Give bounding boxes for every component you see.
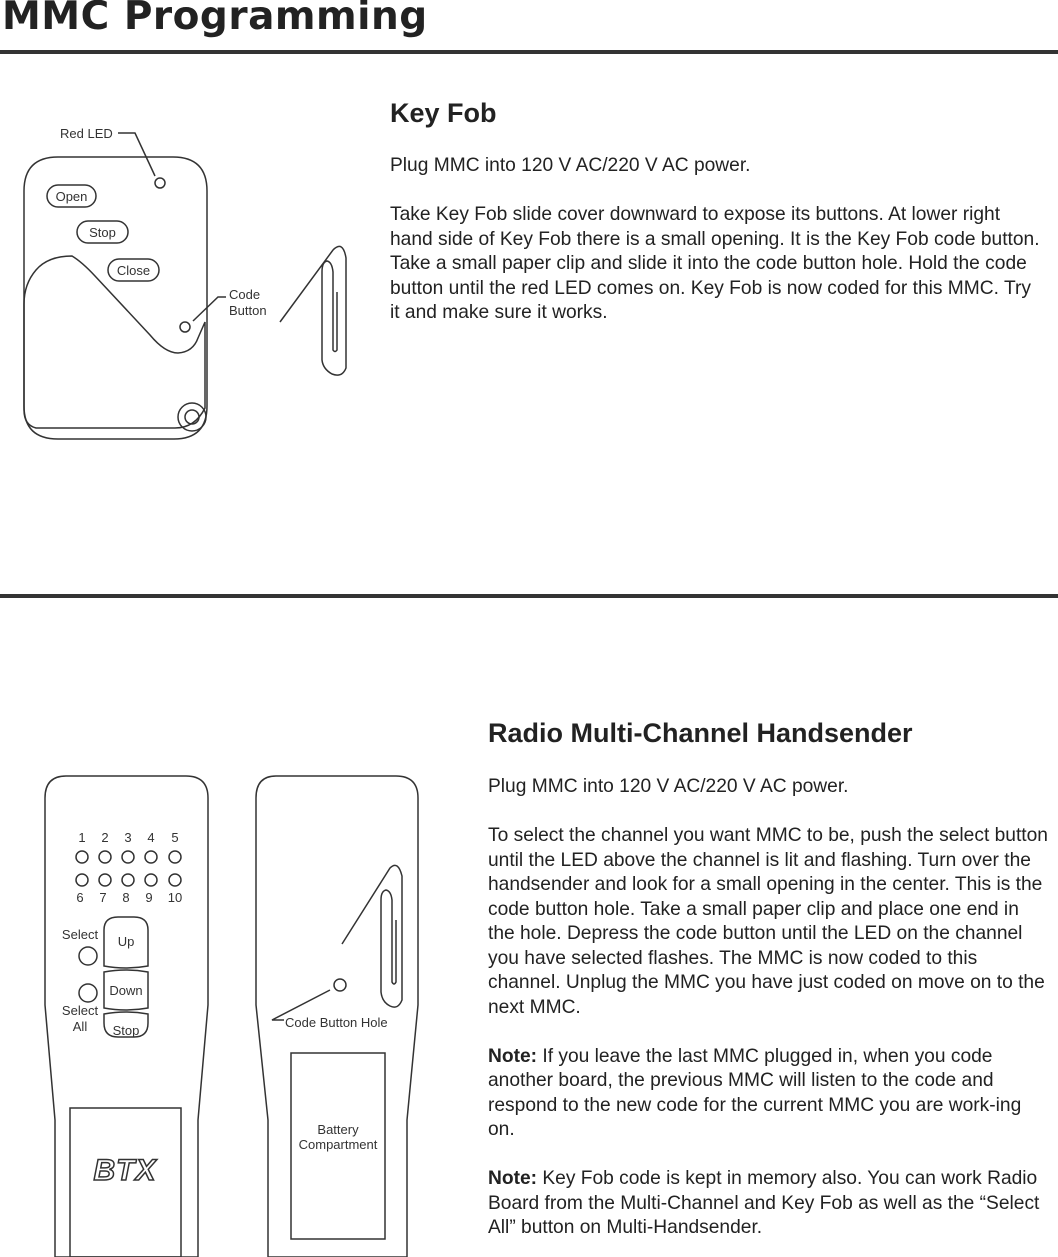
channel-led-icon (145, 851, 157, 863)
channel-number: 4 (147, 830, 155, 845)
keyfob-heading: Key Fob (390, 98, 497, 128)
select-all-button (79, 984, 97, 1002)
note-paragraph (488, 1045, 1048, 1143)
channel-led-icon (99, 874, 111, 886)
channel-led-icon (145, 874, 157, 886)
note-text: Key Fob code is kept in memory also. You can work Radio Board from the Multi-Channel and Key Fob as well as the “Select All” button on Multi-Handsender. (488, 1168, 1040, 1238)
red-led-icon (155, 178, 165, 188)
channel-number: 6 (76, 890, 84, 905)
keyfob-paragraph: Plug MMC into 120 V AC/220 V AC power. (390, 155, 751, 176)
channel-number: 8 (122, 890, 130, 905)
note-label: Note: (488, 1045, 538, 1067)
up-button-label: Up (117, 934, 135, 949)
code-button-label: Code (229, 287, 261, 302)
note-text: If you leave the last MMC plugged in, when you code another board, the previous MMC will listen to the code and respond to the new code for the current MMC you are work-ing on. (488, 1045, 1022, 1140)
red-led-label: Red LED (60, 126, 113, 141)
channel-number: 9 (145, 890, 153, 905)
keyfob-slide-cover (24, 256, 205, 428)
channel-led-icon (122, 874, 134, 886)
keyfob-instructions (390, 154, 1040, 326)
channel-number: 2 (101, 830, 109, 845)
keyfob-keyring-hole (178, 403, 206, 431)
keyfob-paragraph: Take Key Fob slide cover downward to expose its buttons. At lower right hand side of Key Fob there is a small opening. It is the Key Fob code button. Take a small paper clip and slide it into the code button hole. Hold the code button until the red LED comes on. Key Fob is now coded for this MMC. Try it and make sure it works. (390, 204, 1040, 323)
handsender-instructions (488, 775, 1048, 1241)
battery-compartment-label-2: Compartment (298, 1137, 378, 1152)
select-label: Select (61, 927, 99, 942)
handsender-figure (0, 770, 440, 1257)
close-button-label: Close (116, 263, 151, 278)
select-all-label: Select (61, 1003, 99, 1018)
channel-led-icon (99, 851, 111, 863)
channel-led-icon (169, 874, 181, 886)
channel-led-icon (122, 851, 134, 863)
select-button (79, 947, 97, 965)
code-button-hole-label: Code Button Hole (285, 1015, 388, 1030)
channel-number: 3 (124, 830, 132, 845)
channel-number: 1 (78, 830, 86, 845)
section-divider (0, 594, 1058, 598)
channel-led-icon (76, 851, 88, 863)
paper-clip-icon (342, 865, 402, 1007)
handsender-paragraph: Plug MMC into 120 V AC/220 V AC power. (488, 776, 849, 797)
channel-led-icon (169, 851, 181, 863)
btx-logo: BTX (93, 1154, 157, 1187)
top-divider (0, 50, 1058, 54)
keyfob-figure (0, 110, 370, 450)
select-all-label-2: All (72, 1019, 88, 1034)
channel-number: 7 (99, 890, 107, 905)
code-button-icon (180, 322, 190, 332)
stop-button-label: Stop (89, 225, 116, 240)
stop-button-label: Stop (112, 1023, 140, 1038)
open-button-label: Open (55, 189, 88, 204)
note-label: Note: (488, 1168, 538, 1189)
paper-clip-icon (280, 246, 346, 375)
handsender-heading: Radio Multi-Channel Handsender (488, 718, 913, 748)
battery-compartment-label: Battery (317, 1122, 359, 1137)
page-title: MMC Programming (2, 0, 428, 39)
note-paragraph (488, 1167, 1048, 1241)
code-button-label-2: Button (229, 303, 267, 318)
code-button-hole-icon (334, 979, 346, 991)
down-button-label: Down (109, 983, 143, 998)
channel-led-icon (76, 874, 88, 886)
channel-number: 5 (171, 830, 179, 845)
channel-number: 10 (167, 890, 183, 905)
handsender-paragraph: To select the channel you want MMC to be, push the select button until the LED above the channel is lit and flashing. Turn over the handsender and look for a small opening in the center. This is the code button hole. Take a small paper clip and place one end in the hole. Depress the code button until the LED on the channel you have selected flashes. The MMC is now coded to this channel. Unplug the MMC you have just coded on move on to the next MMC. (488, 825, 1048, 1018)
